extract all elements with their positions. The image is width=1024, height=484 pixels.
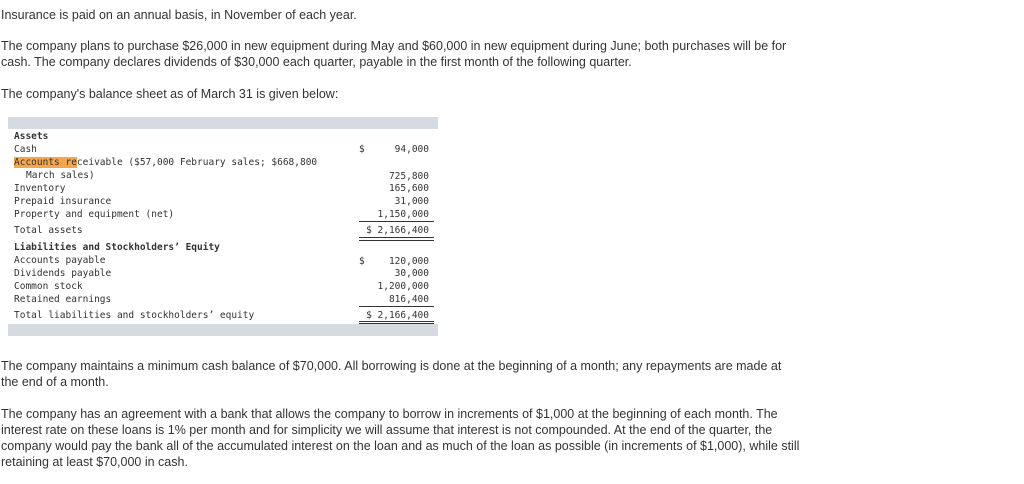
inventory-label: Inventory [14, 183, 66, 194]
balance-sheet-table [8, 117, 438, 336]
cash-value: 94,000 [394, 144, 429, 155]
retained-earnings-label: Retained earnings [14, 294, 112, 305]
cash-label: Cash [14, 144, 37, 155]
intro-insurance-text: Insurance is paid on an annual basis, in November of each year. [1, 8, 357, 22]
minimum-cash-text: The company maintains a minimum cash balance of $70,000. All borrowing is done at the beginning of a month; any repayments are made at the end of a month. [1, 359, 782, 389]
total-assets-value: $ 2,166,400 [366, 225, 429, 236]
total-liabilities-equity-label: Total liabilities and stockholders’ equity [14, 310, 255, 321]
accounts-payable-dollar-sign: $ [359, 256, 365, 267]
retained-earnings-value: 816,400 [388, 294, 429, 305]
total-liabilities-equity-value: $ 2,166,400 [366, 310, 429, 321]
table-footer-band [8, 324, 438, 336]
inventory-value: 165,600 [388, 183, 429, 194]
prepaid-insurance-value: 31,000 [394, 196, 429, 207]
accounts-receivable-label-rest: ceivable ($57,000 February sales; $668,800 [76, 157, 318, 168]
liabilities-subtotal-underline [359, 306, 434, 307]
cash-dollar-sign: $ [359, 144, 365, 155]
table-header-band [8, 117, 438, 129]
dividends-payable-value: 30,000 [394, 268, 429, 279]
accounts-payable-label: Accounts payable [14, 255, 106, 266]
common-stock-value: 1,200,000 [377, 281, 429, 292]
bank-agreement-text: The company has an agreement with a bank that allows the company to borrow in increments of $1,000 at the beginning of each month. The interest rate on these loans is 1% per month and for simplicity we will assume that interest is not compounded. At the end of the quarter, the company would pay the bank all of the accumulated interest on the loan and as much of the loan as possible (in increments of $1,000), while still retaining at least $70,000 in cash. [1, 407, 800, 469]
liabilities-equity-heading: Liabilities and Stockholders’ Equity [14, 242, 220, 253]
assets-heading: Assets [14, 131, 49, 142]
equipment-dividends-text: The company plans to purchase $26,000 in new equipment during May and $60,000 in new equipment during June; both purchases will be for cash. The company declares dividends of $30,000 each quarter, payable in the first month of the following quarter. [1, 39, 787, 69]
prepaid-insurance-label: Prepaid insurance [14, 196, 112, 207]
common-stock-label: Common stock [14, 281, 83, 292]
balance-sheet-intro-text: The company's balance sheet as of March 31 is given below: [1, 87, 339, 101]
accounts-receivable-label [14, 157, 317, 168]
accounts-receivable-value: 725,800 [388, 171, 429, 182]
property-equipment-label: Property and equipment (net) [14, 209, 175, 220]
highlighted-text: Accounts re [14, 157, 77, 168]
dividends-payable-label: Dividends payable [14, 268, 112, 279]
property-equipment-value: 1,150,000 [377, 209, 429, 220]
accounts-receivable-label-line2: March sales) [26, 170, 95, 181]
accounts-payable-value: 120,000 [388, 256, 429, 267]
subtotal-underline [359, 221, 434, 222]
total-assets-double-underline [359, 237, 434, 241]
total-assets-label: Total assets [14, 225, 83, 236]
